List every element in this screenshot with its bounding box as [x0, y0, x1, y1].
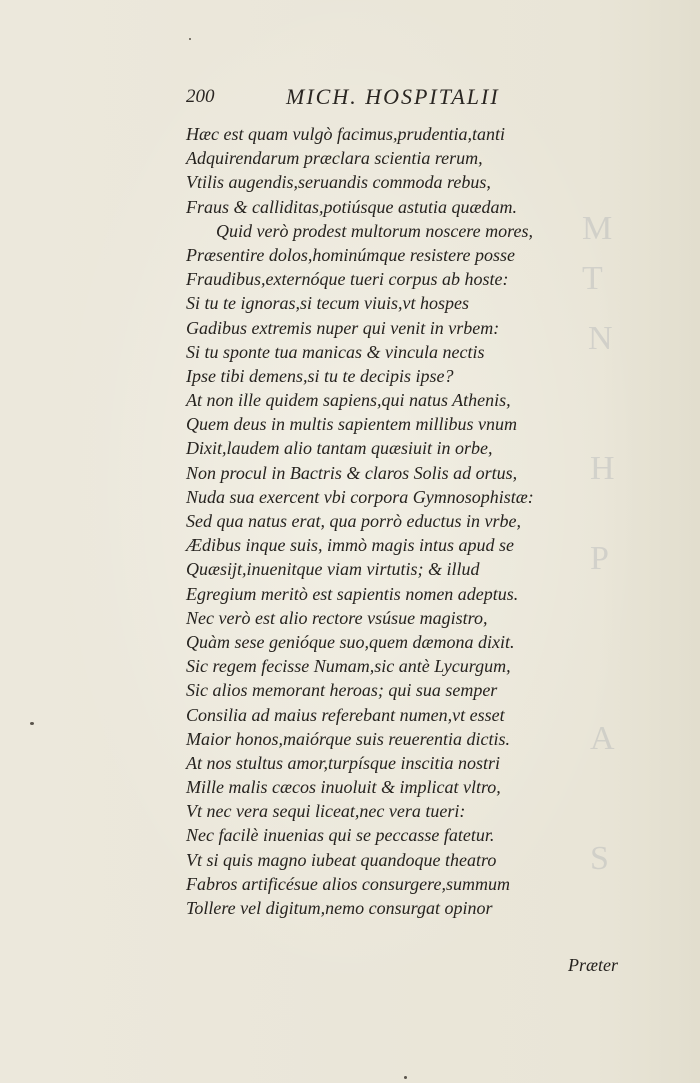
show-through-text: M T N H P A S [582, 210, 617, 877]
verse-line: Vt si quis magno iubeat quandoque theatro [186, 849, 497, 870]
verse-line: Quæsijt,inuenitque viam virtutis; & illud [186, 559, 480, 580]
verse-line: Fraus & calliditas,potiúsque astutia quædam. [186, 196, 518, 217]
verse-line: Nec verò est alio rectore vsúsue magistro, [186, 607, 488, 628]
verse-line: Ipse tibi demens,si tu te decipis ipse? [186, 365, 454, 386]
verse-body [186, 122, 586, 920]
paper-speck [189, 38, 191, 40]
verse-line: Si tu sponte tua manicas & vincula nectis [186, 341, 485, 362]
running-head: MICH. HOSPITALII [286, 84, 500, 109]
verse-line: Quàm sese genióque suo,quem dæmona dixit. [186, 631, 515, 652]
verse-line: Hæc est quam vulgò facimus,prudentia,tanti [186, 124, 505, 144]
verse-line: Quem deus in multis sapientem millibus vnum [186, 414, 517, 435]
verse-line: Nec facilè inuenias qui se peccasse fatetur. [186, 825, 495, 846]
verse-line: Fabros artificésue alios consurgere,summum [186, 873, 510, 894]
paper-speck [30, 722, 34, 725]
paper-speck [404, 1076, 407, 1079]
verse-line: Consilia ad maius referebant numen,vt esset [186, 704, 505, 725]
verse-line: Si tu te ignoras,si tecum viuis,vt hospes [186, 293, 469, 314]
verse-line: Fraudibus,externóque tueri corpus ab hoste: [186, 269, 509, 290]
verse-line: Præsentire dolos,hominúmque resistere posse [186, 244, 515, 265]
verse-line: Tollere vel digitum,nemo consurgat opinor [186, 898, 493, 918]
verse-line: Quid verò prodest multorum noscere mores, [216, 220, 533, 241]
verse-line: Non procul in Bactris & claros Solis ad ortus, [186, 462, 518, 483]
verse-line: Ædibus inque suis, immò magis intus apud se [186, 535, 515, 556]
verse-line: At non ille quidem sapiens,qui natus Athenis, [186, 390, 511, 411]
verse-line: Egregium meritò est sapientis nomen adeptus. [186, 583, 519, 604]
verse-line: Sed qua natus erat, qua porrò eductus in vrbe, [186, 511, 521, 531]
verse-line: Nuda sua exercent vbi corpora Gymnosophistæ: [186, 486, 534, 507]
verse-line: Sic alios memorant heroas; qui sua semper [186, 680, 498, 701]
verse-line: Sic regem fecisse Numam,sic antè Lycurgum, [186, 656, 511, 677]
page-header [186, 84, 566, 114]
verse-line: Dixit,laudem alio tantam quæsiuit in orbe, [186, 438, 493, 459]
verse-line: Mille malis cæcos inuoluit & implicat vltro, [186, 777, 501, 798]
catchword: Præter [568, 955, 619, 975]
verse-line: Gadibus extremis nuper qui venit in vrbem: [186, 317, 500, 338]
verse-line: Vtilis augendis,seruandis commoda rebus, [186, 172, 491, 193]
verse-line: At nos stultus amor,turpísque inscitia nostri [186, 752, 501, 773]
verse-line: Vt nec vera sequi liceat,nec vera tueri: [186, 801, 466, 822]
verse-line: Maior honos,maiórque suis reuerentia dictis. [186, 728, 510, 749]
verse-line: Adquirendarum præclara scientia rerum, [186, 148, 483, 169]
page-number: 200 [186, 86, 215, 107]
